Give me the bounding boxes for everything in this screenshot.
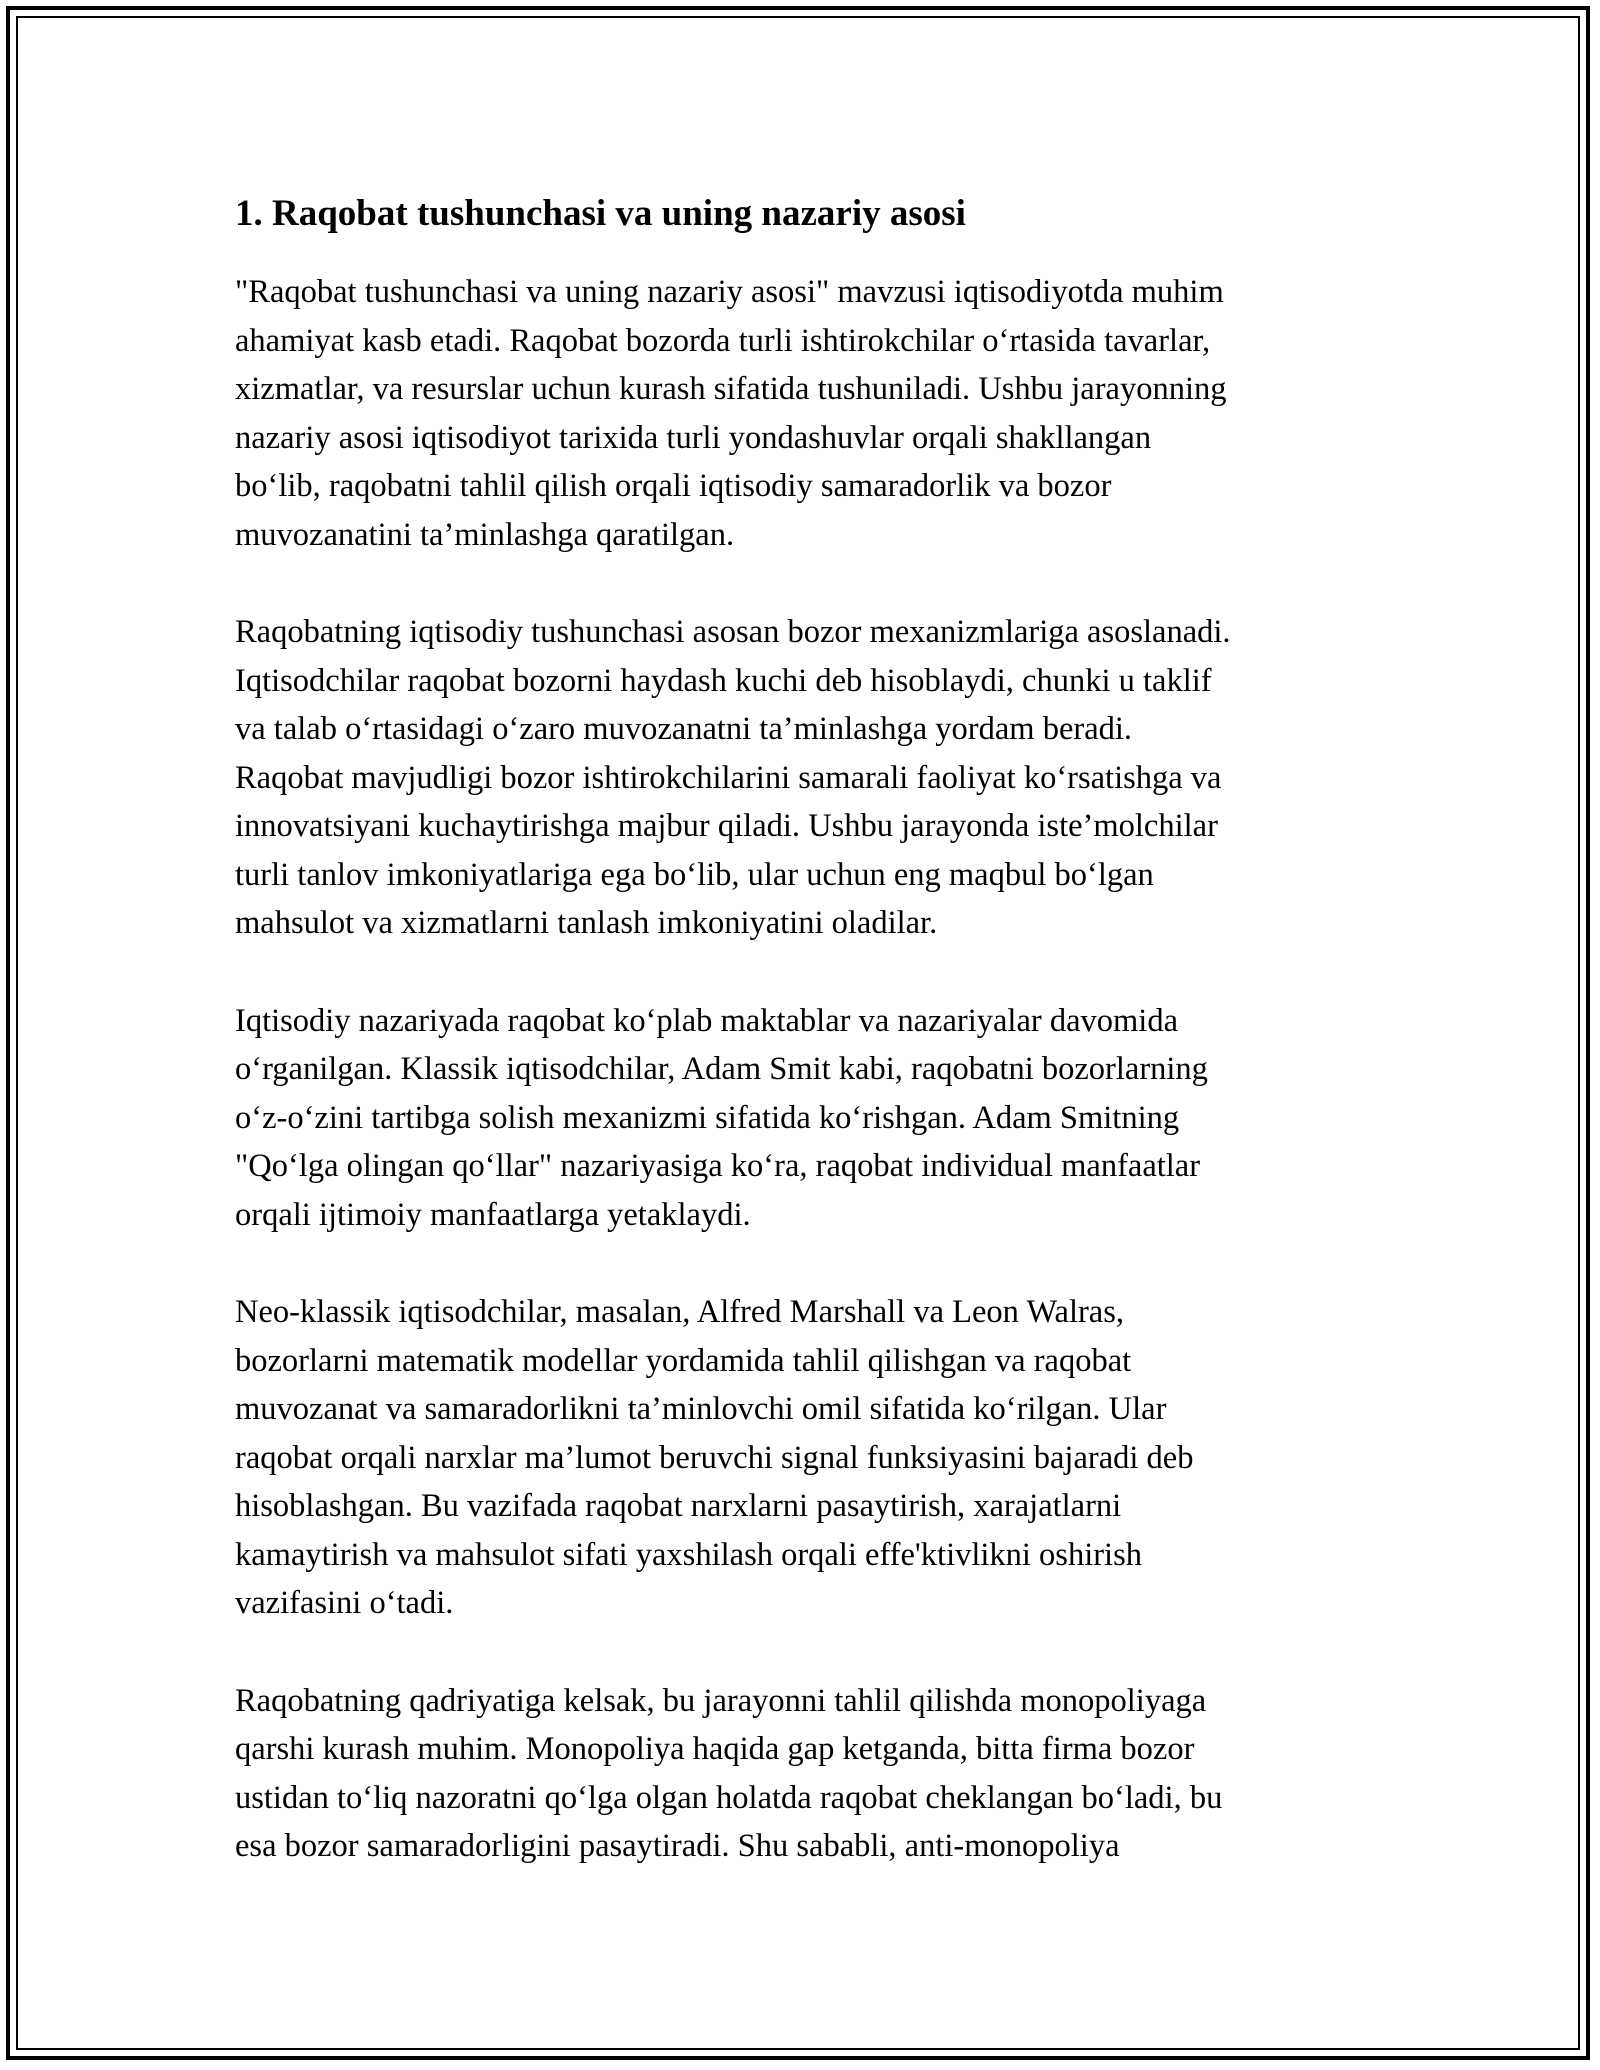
paragraph-4: Neo-klassik iqtisodchilar, masalan, Alfred Marshall va Leon Walras, bozorlarni matematik modellar yordamida tahlil qilishgan va raqobat muvozanat va samaradorlikni ta’minlovchi omil sifatida ko‘rilgan. Ular raqobat orqali narxlar ma’lumot beruvchi signal funksiyasini bajaradi deb hisoblashgan. Bu vazifada raqobat narxlarni pasaytirish, xarajatlarni kamaytirish va mahsulot sifati yaxshilash orqali effe'ktivlikni oshirish vazifasini o‘tadi. xyxy=(235,1294,1194,1621)
section-heading: 1. Raqobat tushunchasi va uning nazariy asosi xyxy=(235,193,966,234)
document-body xyxy=(235,188,1365,1920)
paragraph-1: "Raqobat tushunchasi va uning nazariy asosi" mavzusi iqtisodiyotda muhim ahamiyat kasb etadi. Raqobat bozorda turli ishtirokchilar o‘rtasida tavarlar, xizmatlar, va resurslar uchun kurash sifatida tushuniladi. Ushbu jarayonning nazariy asosi iqtisodiyot tarixida turli yondashuvlar orqali shakllangan bo‘lib, raqobatni tahlil qilish orqali iqtisodiy samaradorlik va bozor muvozanatini ta’minlashga qaratilgan. xyxy=(235,274,1227,553)
paragraph-2: Raqobatning iqtisodiy tushunchasi asosan bozor mexanizmlariga asoslanadi. Iqtisodchilar raqobat bozorni haydash kuchi deb hisoblaydi, chunki u taklif va talab o‘rtasidagi o‘zaro muvozanatni ta’minlashga yordam beradi. Raqobat mavjudligi bozor ishtirokchilarini samarali faoliyat ko‘rsatishga va innovatsiyani kuchaytirishga majbur qiladi. Ushbu jarayonda iste’molchilar turli tanlov imkoniyatlariga ega bo‘lib, ular uchun eng maqbul bo‘lgan mahsulot va xizmatlarni tanlash imkoniyatini oladilar. xyxy=(235,614,1231,941)
paragraph-3: Iqtisodiy nazariyada raqobat ko‘plab maktablar va nazariyalar davomida o‘rganilgan. Klassik iqtisodchilar, Adam Smit kabi, raqobatni bozorlarning o‘z-o‘zini tartibga solish mexanizmi sifatida ko‘rishgan. Adam Smitning "Qo‘lga olingan qo‘llar" nazariyasiga ko‘ra, raqobat individual manfaatlar orqali ijtimoiy manfaatlarga yetaklaydi. xyxy=(235,1002,1208,1233)
paragraph-5: Raqobatning qadriyatiga kelsak, bu jarayonni tahlil qilishda monopoliyaga qarshi kurash muhim. Monopoliya haqida gap ketganda, bitta firma bozor ustidan to‘liq nazoratni qo‘lga olgan holatda raqobat cheklangan bo‘ladi, bu esa bozor samaradorligini pasaytiradi. Shu sababli, anti-monopoliya xyxy=(235,1682,1223,1864)
